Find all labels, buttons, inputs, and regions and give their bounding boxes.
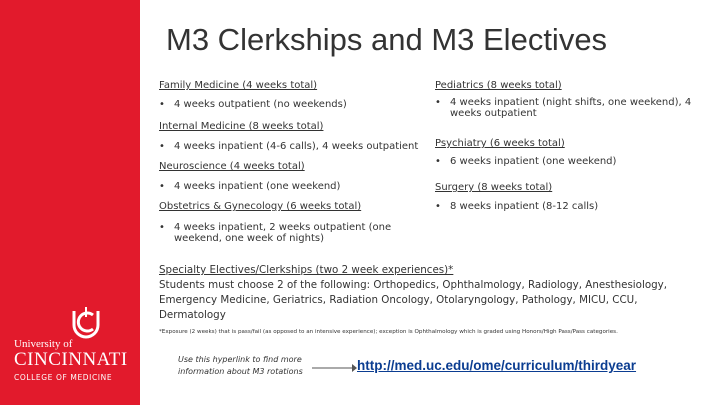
internal-medicine-bullet (159, 141, 429, 152)
bullet-icon: • (159, 141, 165, 152)
bullet-text: 6 weeks inpatient (one weekend) (450, 156, 617, 167)
obgyn-bullet (159, 222, 399, 244)
page-title: M3 Clerkships and M3 Electives (166, 22, 608, 57)
bullet-icon: • (435, 156, 441, 167)
bullet-text: 4 weeks inpatient (night shifts, one weekend), 4 weeks outpatient (450, 97, 692, 119)
bullet-text: 4 weeks inpatient, 2 weeks outpatient (one weekend, one week of nights) (174, 222, 392, 244)
arrow-right-icon (272, 358, 357, 378)
internal-medicine-header: Internal Medicine (8 weeks total) (159, 121, 324, 132)
bullet-icon: • (435, 97, 441, 108)
bullet-icon: • (435, 201, 441, 212)
obgyn-header: Obstetrics & Gynecology (6 weeks total) (159, 201, 362, 212)
family-medicine-header: Family Medicine (4 weeks total) (159, 80, 318, 91)
bullet-text: 4 weeks inpatient (4-6 calls), 4 weeks outpatient (174, 141, 419, 152)
electives-header: Specialty Electives/Clerkships (two 2 week experiences)* (159, 264, 454, 276)
bullet-text: 8 weeks inpatient (8-12 calls) (450, 201, 599, 212)
psychiatry-header: Psychiatry (6 weeks total) (435, 138, 565, 149)
surgery-header: Surgery (8 weeks total) (435, 182, 553, 193)
surgery-bullet (435, 201, 695, 212)
neuroscience-bullet (159, 181, 419, 192)
logo-cincinnati-text: CINCINNATI (14, 349, 128, 370)
bullet-icon: • (159, 181, 165, 192)
electives-section (159, 263, 679, 323)
footnote: *Exposure (2 weeks) that is pass/fail (as opposed to an intensive experience); exception is Ophthalmology which is graded using Honors/High Pass/Pass categories. (159, 329, 618, 335)
family-medicine-bullet (159, 99, 419, 110)
pediatrics-bullet (435, 97, 700, 119)
pediatrics-header: Pediatrics (8 weeks total) (435, 80, 562, 91)
bullet-text: 4 weeks outpatient (no weekends) (174, 99, 347, 110)
hyperlink-hint: Use this hyperlink to find more information about M3 rotations (178, 355, 303, 376)
bullet-text: 4 weeks inpatient (one weekend) (174, 181, 341, 192)
logo-college-text: COLLEGE OF MEDICINE (14, 373, 113, 382)
psychiatry-bullet (435, 156, 695, 167)
bullet-icon: • (159, 99, 165, 110)
logo-university-text: University of (14, 338, 73, 350)
curriculum-link[interactable]: http://med.uc.edu/ome/curriculum/thirdyear (357, 358, 637, 373)
bullet-icon: • (159, 222, 165, 233)
electives-body: Students must choose 2 of the following: Orthopedics, Ophthalmology, Radiology, Anesthesiology, Emergency Medicine, Geriatrics, Radiation Oncology, Otolaryngology, Pathology, MICU, CCU, Dermatology (159, 279, 668, 321)
brand-sidebar (0, 0, 140, 405)
neuroscience-header: Neuroscience (4 weeks total) (159, 161, 305, 172)
